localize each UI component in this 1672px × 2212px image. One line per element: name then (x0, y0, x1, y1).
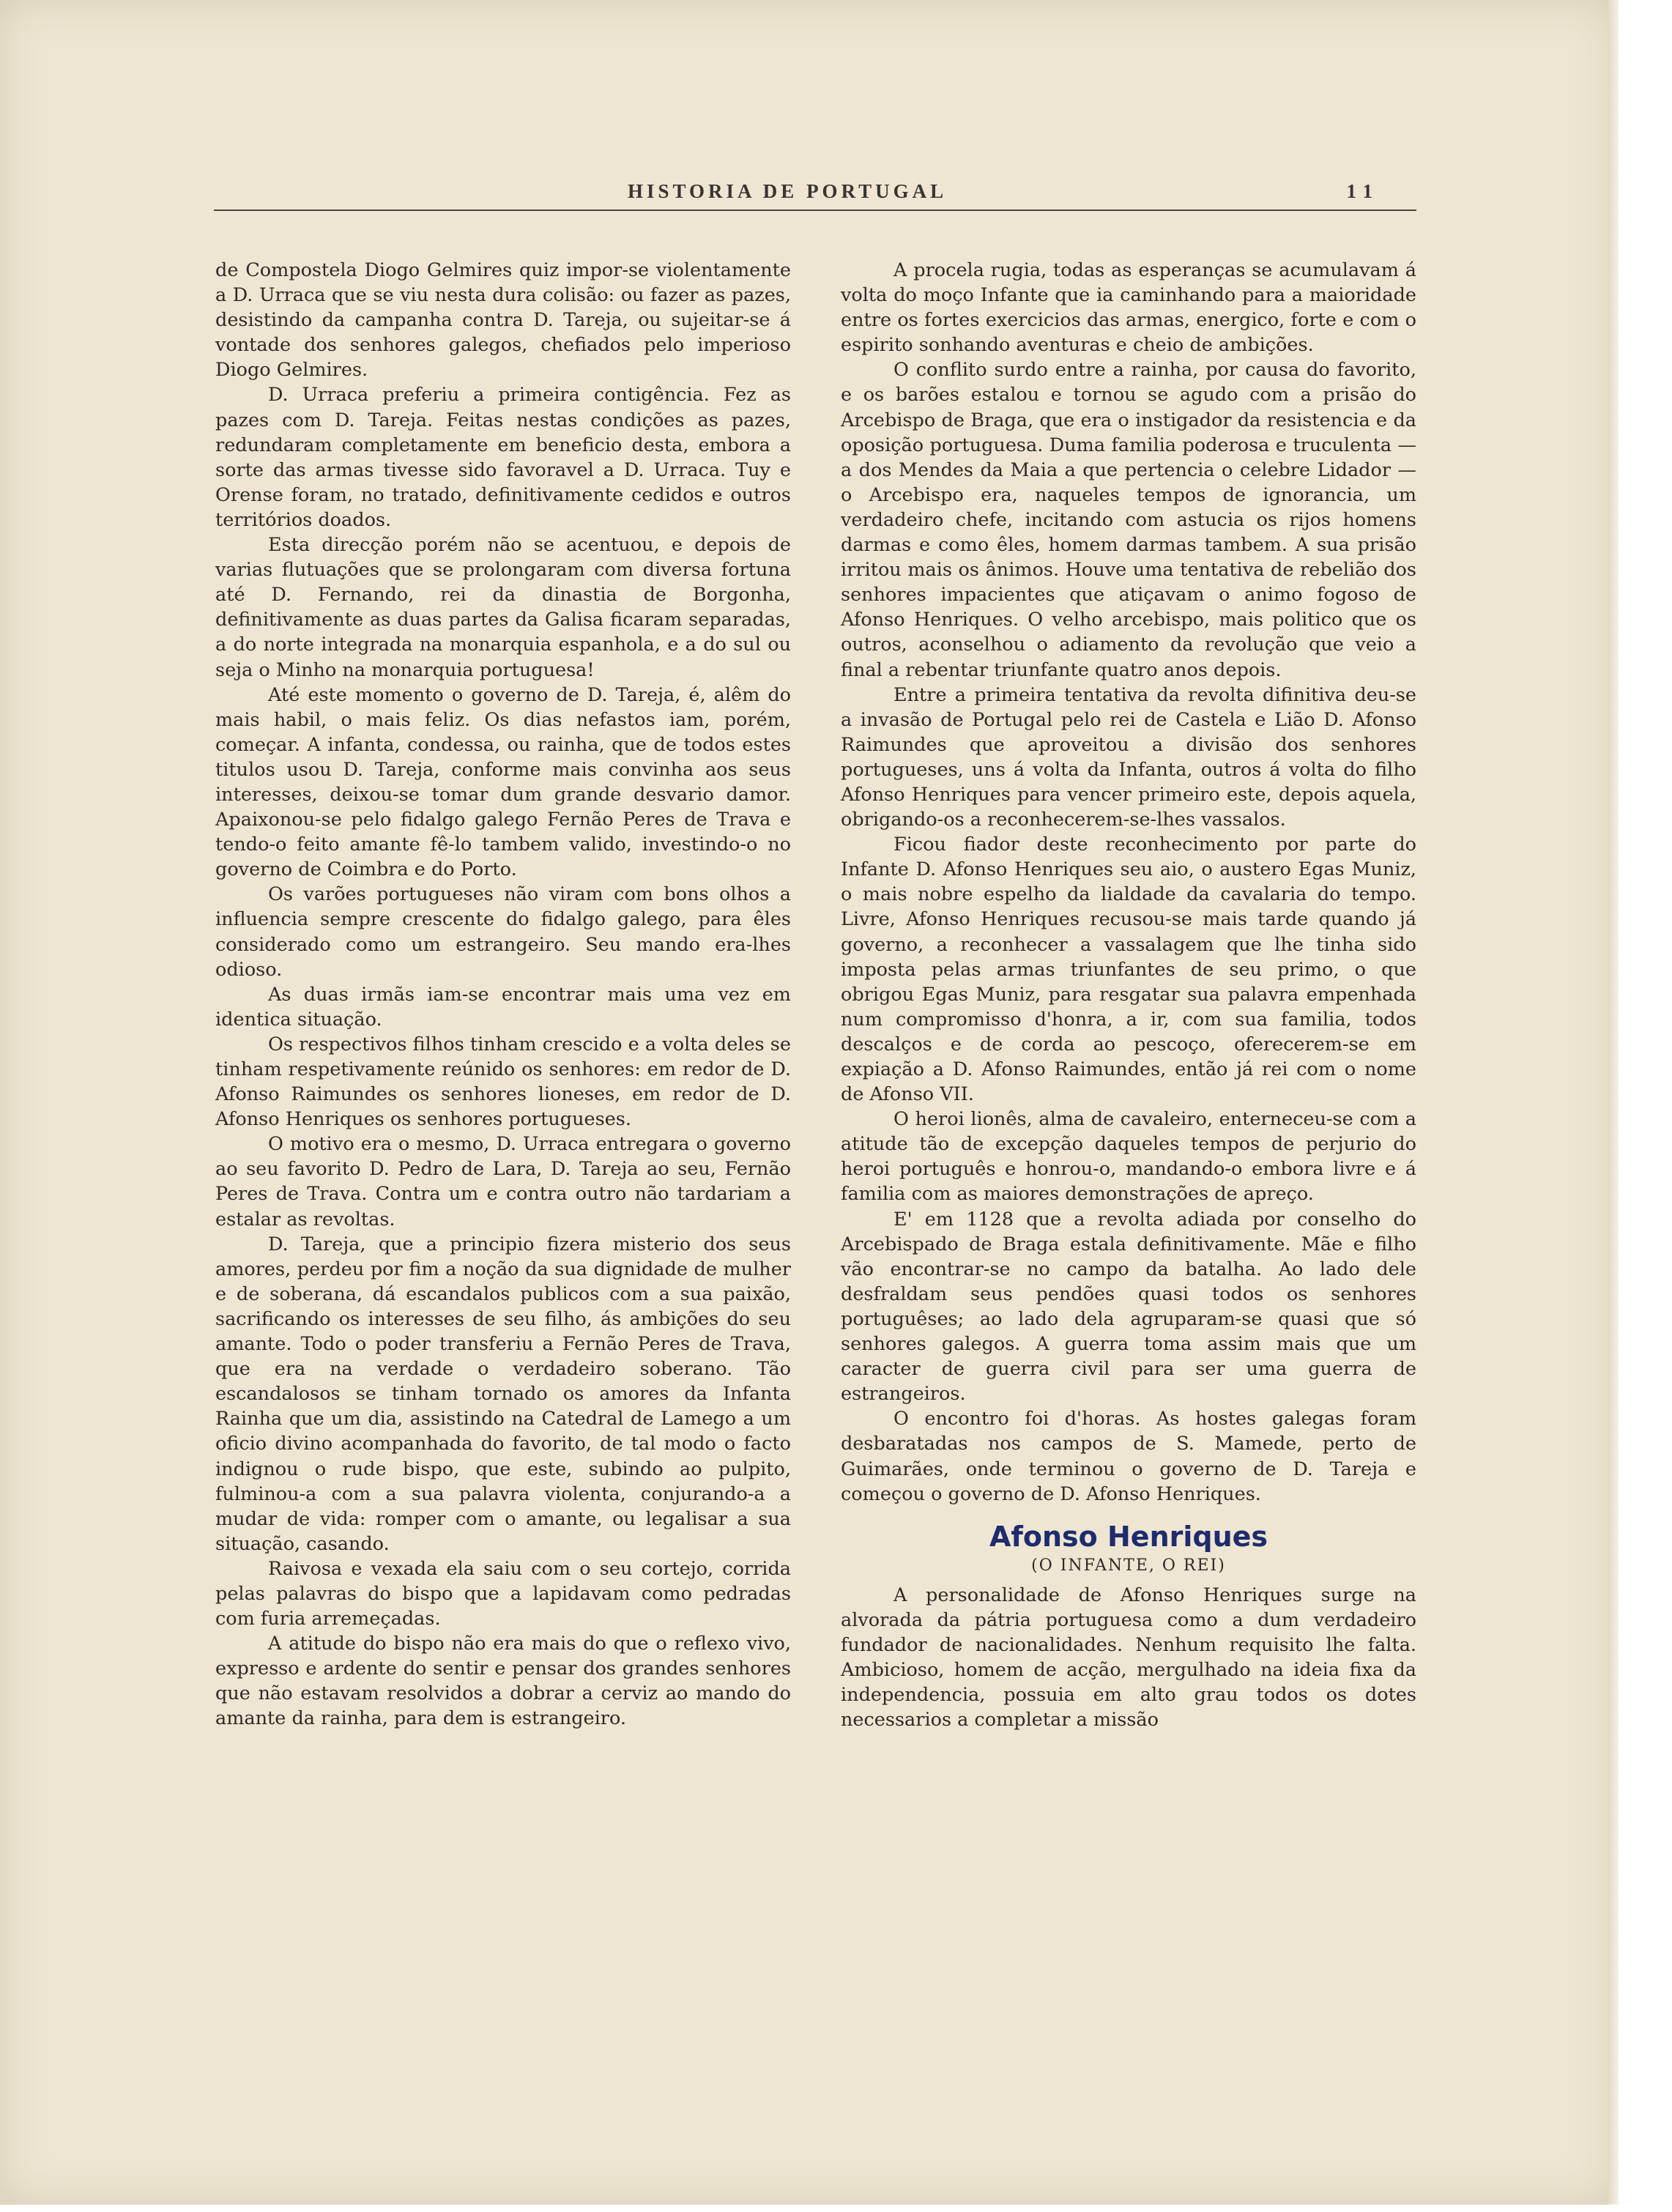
header-title: HISTORIA DE PORTUGAL (628, 180, 948, 202)
paragraph: O encontro foi d'horas. As hostes galegas foram desbaratadas nos campos de S. Mamede, perto de Guimarães, onde terminou o governo de D. Tareja e começou o governo de D. Afonso Henriques. (841, 1408, 1416, 1505)
running-header (214, 174, 1416, 211)
page-number: 11 (1346, 180, 1380, 202)
paragraph: Raivosa e vexada ela saiu com o seu cortejo, corrida pelas palavras do bispo que a lapidavam como pedradas com furia arremeçadas. (215, 1557, 791, 1630)
paragraph: Ficou fiador deste reconhecimento por parte do Infante D. Afonso Henriques seu aio, o austero Egas Muniz, o mais nobre espelho da lialdade da cavalaria do tempo. Livre, Afonso Henriques recusou-se mais tarde quando já governo, a reconhecer a vassalagem que lhe tinha sido imposta pelas armas triunfantes de seu primo, o que obrigou Egas Muniz, para resgatar sua palavra empenhada num compromisso d'honra, a ir, com sua familia, todos descalços e de corda ao pescoço, oferecerem-se em expiação a D. Afonso Raimundes, então já rei com o nome de Afonso VII. (841, 834, 1416, 1106)
paragraph: de Compostela Diogo Gelmires quiz impor-se violentamente a D. Urraca que se viu nesta dura colisão: ou fazer as pazes, desistindo da campanha contra D. Tareja, ou sujeitar-se á vontade dos senhores galegos, chefiados pelo imperioso Diogo Gelmires. (215, 259, 791, 382)
page-edge (1608, 0, 1619, 2205)
paragraph: O heroi lionês, alma de cavaleiro, enterneceu-se com a atitude tão de excepção daqueles tempos de perjurio do heroi português e honrou-o, mandando-o embora livre e á familia com as maiores demonstrações de apreço. (841, 1108, 1416, 1206)
paragraph: D. Tareja, que a principio fizera misterio dos seus amores, perdeu por fim a noção da sua dignidade de mulher e de soberana, dá escandalos publicos com a sua paixão, sacrificando os interesses de seu filho, ás ambições do seu amante. Todo o poder transferiu a Fernão Peres de Trava, que era na verdade o verdadeiro soberano. Tão escandalosos se tinham tornado os amores da Infanta Rainha que um dia, assistindo na Catedral de Lamego a um oficio divino acompanhada do favorito, de tal modo o facto indignou o rude bispo, que este, subindo ao pulpito, fulminou-a com a sua palavra violenta, conjurando-a a mudar de vida: romper com o amante, ou legalisar a sua situação, casando. (215, 1233, 791, 1555)
paragraph: O motivo era o mesmo, D. Urraca entregara o governo ao seu favorito D. Pedro de Lara, D. Tareja ao seu, Fernão Peres de Trava. Contra um e contra outro não tardariam a estalar as revoltas. (215, 1133, 791, 1231)
paragraph: Entre a primeira tentativa da revolta difinitiva deu-se a invasão de Portugal pelo rei de Castela e Lião D. Afonso Raimundes que aproveitou a divisão dos senhores portugueses, uns á volta da Infanta, outros á volta do filho Afonso Henriques para vencer primeiro este, depois aquela, obrigando-os a reconhecerem-se-lhes vassalos. (841, 683, 1416, 831)
paragraph: Até este momento o governo de D. Tareja, é, alêm do mais habil, o mais feliz. Os dias nefastos iam, porém, começar. A infanta, condessa, ou rainha, que de todos estes titulos usou D. Tareja, conforme mais convinha aos seus interesses, deixou-se tomar dum grande desvario damor. Apaixonou-se pelo fidalgo galego Fernão Peres de Trava e tendo-o feito amante fê-lo tambem valido, investindo-o no governo de Coimbra e do Porto. (215, 683, 791, 881)
paragraph: E' em 1128 que a revolta adiada por conselho do Arcebispado de Braga estala definitivamente. Mãe e filho vão encontrar-se no campo da batalha. Ao lado dele desfraldam seus pendões quasi todos os senhores portuguêses; ao lado dela agruparam-se quasi que só senhores galegos. A guerra toma assim mais que um caracter de guerra civil para ser uma guerra de estrangeiros. (841, 1208, 1416, 1406)
paragraph: A procela rugia, todas as esperanças se acumulavam á volta do moço Infante que ia caminhando para a maioridade entre os fortes exercicios das armas, energico, forte e com o espirito sonhando aventuras e cheio de ambições. (841, 259, 1416, 357)
paragraph: Esta direcção porém não se acentuou, e depois de varias flutuações que se prolongaram com diversa fortuna até D. Fernando, rei da dinastia de Borgonha, definitivamente as duas partes da Galisa ficaram separadas, a do norte integrada na monarquia espanhola, e a do sul ou seja o Minho na monarquia portuguesa! (215, 534, 791, 681)
paragraph: A atitude do bispo não era mais do que o reflexo vivo, expresso e ardente do sentir e pensar dos grandes senhores que não estavam resolvidos a dobrar a cerviz ao mando do amante da rainha, para dem is estrangeiro. (215, 1633, 791, 1730)
paragraph: Os respectivos filhos tinham crescido e a volta deles se tinham respetivamente reúnido os senhores: em redor de D. Afonso Raimundes os senhores lioneses, em redor de D. Afonso Henriques os senhores portugueses. (215, 1033, 791, 1131)
section-heading: Afonso Henriques (989, 1520, 1268, 1553)
paragraph: A personalidade de Afonso Henriques surge na alvorada da pátria portuguesa como a dum verdadeiro fundador de nacionalidades. Nenhum requisito lhe falta. Ambicioso, homem de acção, mergulhado na ideia fixa da independencia, possuia em alto grau todos os dotes necessarios a completar a missão (841, 1584, 1416, 1732)
section-subheading: (O INFANTE, O REI) (1031, 1556, 1226, 1575)
right-column (841, 258, 1416, 1732)
paragraph: D. Urraca preferiu a primeira contigência. Fez as pazes com D. Tareja. Feitas nestas condições as pazes, redundaram completamente em beneficio desta, embora a sorte das armas tivesse sido favoravel a D. Urraca. Tuy e Orense foram, no tratado, definitivamente cedidos e outros territórios doados. (215, 384, 791, 531)
paragraph: O conflito surdo entre a rainha, por causa do favorito, e os barões estalou e tornou se agudo com a prisão do Arcebispo de Braga, que era o instigador da resistencia e da oposição portuguesa. Duma familia poderosa e truculenta — a dos Mendes da Maia a que pertencia o celebre Lidador — o Arcebispo era, naqueles tempos de ignorancia, um verdadeiro chefe, incitando com astucia os rijos homens darmas e como êles, homem darmas tambem. A sua prisão irritou mais os ânimos. Houve uma tentativa de rebelião dos senhores impacientes que atiçavam o animo fogoso de Afonso Henriques. O velho arcebispo, mais politico que os outros, aconselhou o adiamento da revolução que veio a final a rebentar triunfante quatro anos depois. (841, 359, 1416, 681)
paragraph: As duas irmãs iam-se encontrar mais uma vez em identica situação. (215, 983, 791, 1031)
left-column (215, 258, 791, 1732)
paragraph: Os varões portugueses não viram com bons olhos a influencia sempre crescente do fidalgo galego, para êles considerado como um estrangeiro. Seu mando era-lhes odioso. (215, 883, 791, 981)
